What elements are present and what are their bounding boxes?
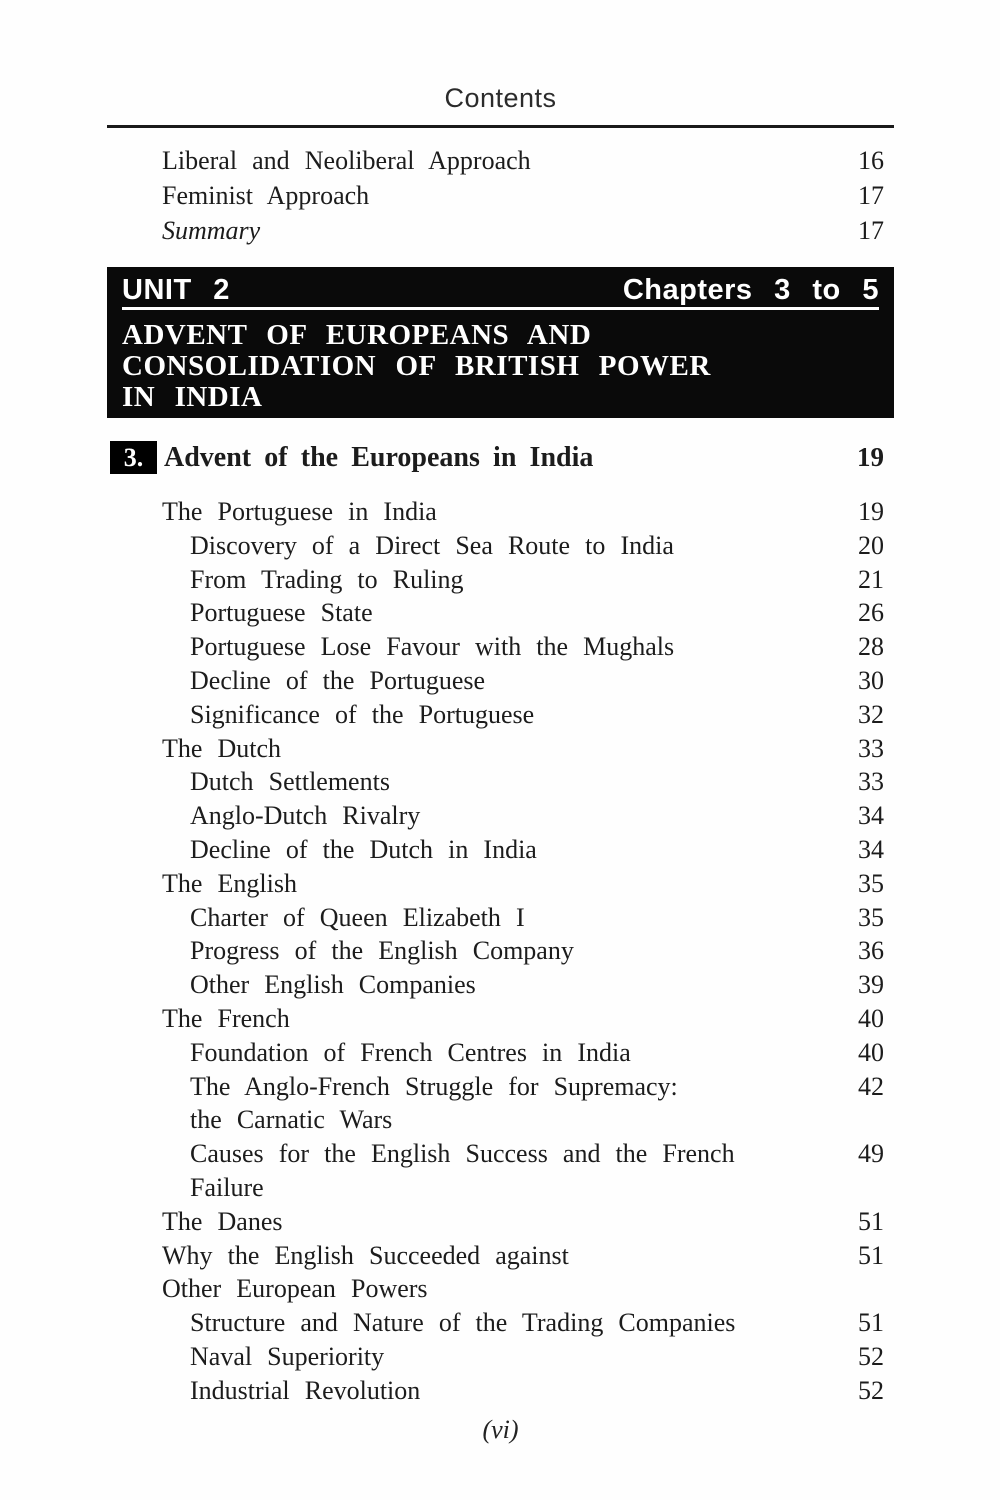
toc-entry-title: Other English Companies	[190, 970, 476, 1000]
toc-row	[107, 1070, 894, 1104]
toc-row	[107, 698, 894, 732]
toc-entry-page: 40	[858, 1003, 884, 1033]
unit-banner-top-row	[122, 274, 879, 307]
toc-entry-title: the Carnatic Wars	[190, 1105, 393, 1135]
toc-entry-title: Why the English Succeeded against	[162, 1240, 569, 1270]
toc-entry-title: Naval Superiority	[190, 1341, 385, 1371]
toc-entry-title: Foundation of French Centres in India	[190, 1037, 631, 1067]
unit-label: UNIT 2	[122, 274, 230, 306]
toc-row	[107, 901, 894, 935]
toc-entry-page: 49	[858, 1139, 884, 1169]
unit-banner-rule	[122, 307, 879, 310]
toc-row	[107, 1272, 894, 1306]
toc-entry-title: Other European Powers	[162, 1274, 428, 1304]
toc-entry-page: 35	[858, 868, 884, 898]
chapters-range-label: Chapters 3 to 5	[622, 274, 879, 306]
toc-row	[107, 1306, 894, 1340]
toc-row	[107, 178, 894, 213]
chapter-page-number: 19	[857, 442, 884, 472]
toc-entry-title: Structure and Nature of the Trading Companies	[190, 1308, 736, 1338]
toc-entry-page: 21	[858, 564, 884, 594]
toc-entry-page: 40	[858, 1037, 884, 1067]
toc-entry-title: Dutch Settlements	[190, 767, 390, 797]
toc-entry-page: 16	[858, 146, 884, 175]
toc-row	[107, 1239, 894, 1273]
toc-entry-title: Causes for the English Success and the French	[190, 1139, 735, 1169]
toc-entry-page: 20	[858, 530, 884, 560]
toc-entry-title: From Trading to Ruling	[190, 564, 464, 594]
toc-row	[107, 664, 894, 698]
toc-row	[107, 833, 894, 867]
toc-entry-title: The French	[162, 1003, 290, 1033]
toc-entry-page: 52	[858, 1341, 884, 1371]
toc-row	[107, 1340, 894, 1374]
toc-entry-title: Decline of the Portuguese	[190, 665, 486, 695]
toc-row	[107, 143, 894, 178]
toc-entry-title: The Danes	[162, 1206, 283, 1236]
chapter-number-badge: 3.	[110, 441, 157, 474]
toc-entry-page: 34	[858, 801, 884, 831]
toc-entry-page: 52	[858, 1375, 884, 1405]
toc-entry-title: Decline of the Dutch in India	[190, 834, 537, 864]
toc-entry-page: 19	[858, 497, 884, 526]
toc-entry-page: 26	[858, 598, 884, 628]
unit-banner	[107, 267, 894, 418]
toc-entry-page: 33	[858, 767, 884, 797]
toc-entry-page: 35	[858, 902, 884, 932]
toc-entry-title: Progress of the English Company	[190, 936, 574, 966]
unit-title	[122, 320, 879, 413]
toc-row	[107, 630, 894, 664]
header-rule	[107, 125, 894, 128]
toc-entry-page: 17	[858, 181, 884, 210]
toc-entry-title: Industrial Revolution	[190, 1375, 421, 1405]
unit-title-line: ADVENT OF EUROPEANS AND	[122, 319, 592, 351]
toc-entry-page: 39	[858, 970, 884, 1000]
toc-entry-page: 33	[858, 733, 884, 763]
toc-entry-title: The Anglo-French Struggle for Supremacy:	[190, 1071, 678, 1101]
toc-entry-page: 51	[858, 1308, 884, 1338]
toc-entry-title: Charter of Queen Elizabeth I	[190, 902, 525, 932]
toc-row	[107, 213, 894, 248]
page-content	[107, 0, 894, 1445]
page-footer-folio: (vi)	[482, 1414, 519, 1444]
toc-row	[107, 1205, 894, 1239]
toc-entry-page: 51	[858, 1206, 884, 1236]
toc-row	[107, 1002, 894, 1036]
toc-entry-page: 42	[858, 1071, 884, 1101]
toc-row	[107, 732, 894, 766]
toc-entry-title: The English	[162, 868, 297, 898]
toc-row	[107, 934, 894, 968]
toc-entry-title: The Portuguese in India	[162, 497, 437, 526]
toc-entry-page: 51	[858, 1240, 884, 1270]
toc-entry-page: 17	[858, 216, 884, 245]
chapter-heading	[107, 441, 894, 474]
toc-entry-page: 30	[858, 665, 884, 695]
toc-row	[107, 1374, 894, 1408]
toc-entry-page: 32	[858, 699, 884, 729]
toc-row	[107, 563, 894, 597]
toc-entry-title: Liberal and Neoliberal Approach	[162, 146, 531, 175]
toc-entry-page: 34	[858, 834, 884, 864]
unit-title-line: IN INDIA	[122, 381, 263, 413]
toc-entry-title: Feminist Approach	[162, 181, 370, 210]
toc-entry-title: Anglo-Dutch Rivalry	[190, 801, 421, 831]
toc-entry-title: The Dutch	[162, 733, 282, 763]
toc-row	[107, 1103, 894, 1137]
toc-row	[107, 1171, 894, 1205]
toc-entry-title: Discovery of a Direct Sea Route to India	[190, 530, 674, 560]
toc-row	[107, 867, 894, 901]
toc-entry-page: 36	[858, 936, 884, 966]
toc-row	[107, 799, 894, 833]
toc-entry-page: 28	[858, 632, 884, 662]
toc-row	[107, 495, 894, 529]
unit-title-line: CONSOLIDATION OF BRITISH POWER	[122, 350, 711, 382]
toc-entry-title: Summary	[162, 216, 261, 245]
toc-row	[107, 968, 894, 1002]
toc-entry-title: Significance of the Portuguese	[190, 699, 535, 729]
page-title: Contents	[444, 83, 557, 113]
toc-row	[107, 529, 894, 563]
toc-entries	[107, 495, 894, 1408]
toc-row	[107, 1137, 894, 1171]
toc-entry-title: Portuguese Lose Favour with the Mughals	[190, 632, 675, 662]
toc-row	[107, 1036, 894, 1070]
toc-entry-title: Portuguese State	[190, 598, 373, 628]
toc-entry-title: Failure	[190, 1172, 264, 1202]
chapter-title: Advent of the Europeans in India	[164, 442, 594, 473]
toc-row	[107, 765, 894, 799]
pre-unit-entries	[107, 143, 894, 248]
toc-row	[107, 596, 894, 630]
